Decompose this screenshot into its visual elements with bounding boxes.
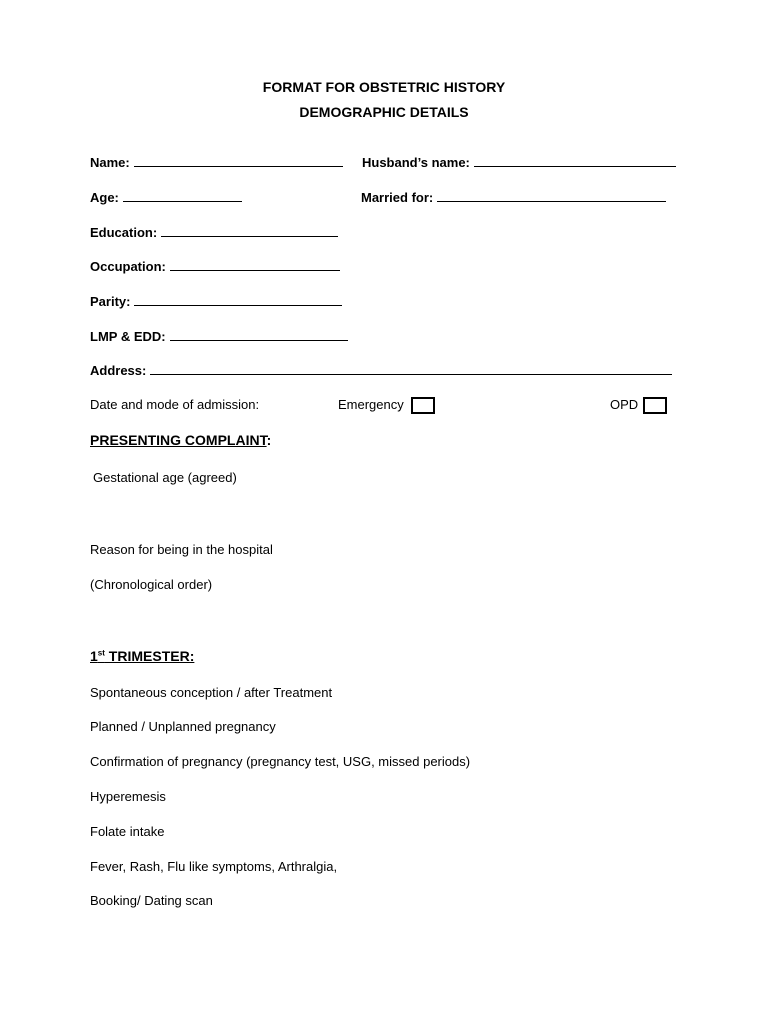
age-field[interactable] <box>90 188 242 206</box>
address-label: Address: <box>90 363 147 378</box>
husband-name-field[interactable] <box>362 153 676 171</box>
lmp-edd-label: LMP & EDD: <box>90 329 166 344</box>
list-item: Booking/ Dating scan <box>90 893 213 908</box>
first-trimester-heading <box>90 648 194 664</box>
chronological-text: (Chronological order) <box>90 577 213 592</box>
first-trimester-num: 1 <box>90 648 98 664</box>
parity-blank[interactable] <box>134 292 342 306</box>
address-blank[interactable] <box>150 361 672 375</box>
form-subtitle: DEMOGRAPHIC DETAILS <box>299 104 469 120</box>
list-item: Confirmation of pregnancy (pregnancy test, USG, missed periods) <box>90 754 471 769</box>
age-blank[interactable] <box>123 188 242 202</box>
first-trimester-sup: st <box>97 648 105 658</box>
address-field[interactable] <box>90 361 672 379</box>
name-label: Name: <box>90 155 130 170</box>
form-title: FORMAT FOR OBSTETRIC HISTORY <box>262 79 506 95</box>
married-for-field[interactable] <box>361 188 666 206</box>
name-field[interactable] <box>90 153 343 171</box>
parity-field[interactable] <box>90 292 342 310</box>
emergency-label: Emergency <box>338 397 404 412</box>
list-item: Spontaneous conception / after Treatment <box>90 685 333 700</box>
presenting-complaint-heading-text: PRESENTING COMPLAINT <box>90 432 267 448</box>
occupation-field[interactable] <box>90 257 340 275</box>
parity-label: Parity: <box>90 294 131 309</box>
gestational-age-text: Gestational age (agreed) <box>93 470 237 485</box>
education-blank[interactable] <box>161 223 338 237</box>
education-field[interactable] <box>90 223 338 241</box>
list-item: Hyperemesis <box>90 789 166 804</box>
opd-label: OPD <box>610 397 639 412</box>
name-blank[interactable] <box>134 153 343 167</box>
opd-checkbox[interactable] <box>643 397 667 414</box>
list-item: Folate intake <box>90 824 165 839</box>
education-label: Education: <box>90 225 158 240</box>
reason-text: Reason for being in the hospital <box>90 542 273 557</box>
husband-name-label: Husband’s name: <box>362 155 470 170</box>
married-for-label: Married for: <box>361 190 434 205</box>
lmp-edd-blank[interactable] <box>170 327 348 341</box>
occupation-label: Occupation: <box>90 259 166 274</box>
first-trimester-text: TRIMESTER: <box>104 648 195 664</box>
list-item: Planned / Unplanned pregnancy <box>90 719 276 734</box>
husband-name-blank[interactable] <box>474 153 676 167</box>
presenting-complaint-heading <box>90 432 271 448</box>
occupation-blank[interactable] <box>170 257 340 271</box>
list-item: Fever, Rash, Flu like symptoms, Arthralgia, <box>90 859 338 874</box>
lmp-edd-field[interactable] <box>90 327 348 345</box>
age-label: Age: <box>90 190 119 205</box>
emergency-checkbox[interactable] <box>411 397 435 414</box>
presenting-complaint-colon: : <box>266 432 272 448</box>
admission-label: Date and mode of admission: <box>90 397 260 412</box>
married-for-blank[interactable] <box>437 188 666 202</box>
